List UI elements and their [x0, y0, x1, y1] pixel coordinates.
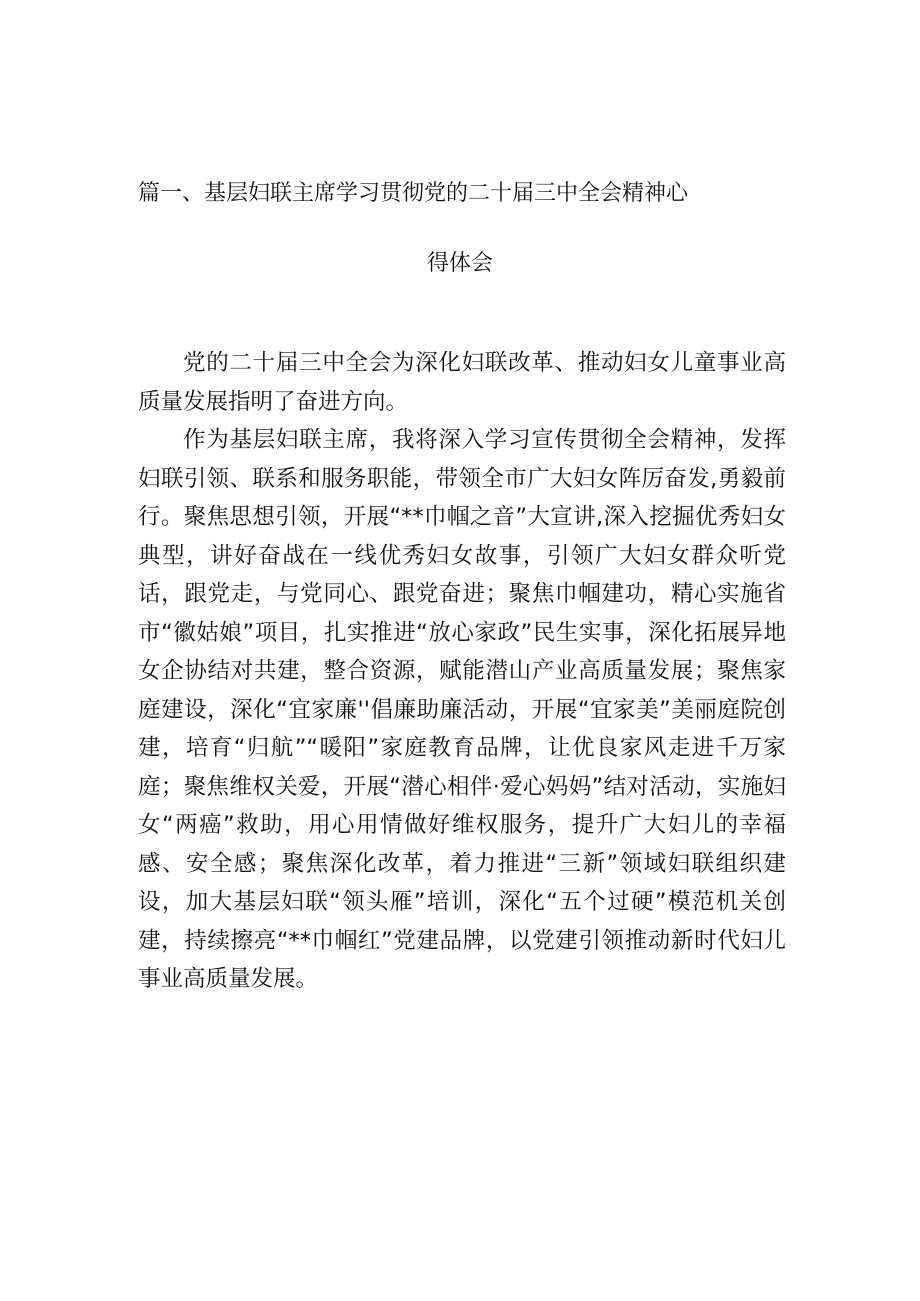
- document-body: [138, 344, 786, 999]
- paragraph-main: 作为基层妇联主席，我将深入学习宣传贯彻全会精神，发挥妇联引领、联系和服务职能，带领全市广大妇女阵厉奋发,勇毅前行。聚焦思想引领，开展“**巾帼之音”大宣讲,深入挖掘优秀妇女典型，讲好奋战在一线优秀妇女故事，引领广大妇女群众听党话，跟党走，与党同心、跟党奋进；聚焦巾帼建功，精心实施省市“徽姑娘”项目，扎实推进“放心家政”民生实事，深化拓展异地女企协结对共建，整合资源，赋能潜山产业高质量发展；聚焦家庭建设，深化“宜家廉''倡廉助廉活动，开展“宜家美”美丽庭院创建，培育“归航”“暖阳”家庭教育品牌，让优良家风走进千万家庭；聚焦维权关爱，开展“潜心相伴·爱心妈妈”结对活动，实施妇女“两癌”救助，用心用情做好维权服务，提升广大妇儿的幸福感、安全感；聚焦深化改革，着力推进“三新”领域妇联组织建设，加大基层妇联“领头雁”培训，深化“五个过硬”模范机关创建，持续擦亮“**巾帼红”党建品牌，以党建引领推动新时代妇儿事业高质量发展。: [138, 427, 786, 992]
- document-title-line-2: 得体会: [426, 251, 493, 276]
- paragraph-intro: 党的二十届三中全会为深化妇联改革、推动妇女儿童事业高质量发展指明了奋进方向。: [138, 350, 786, 415]
- document-title-line-1: 篇一、基层妇联主席学习贯彻党的二十届三中全会精神心: [138, 181, 689, 206]
